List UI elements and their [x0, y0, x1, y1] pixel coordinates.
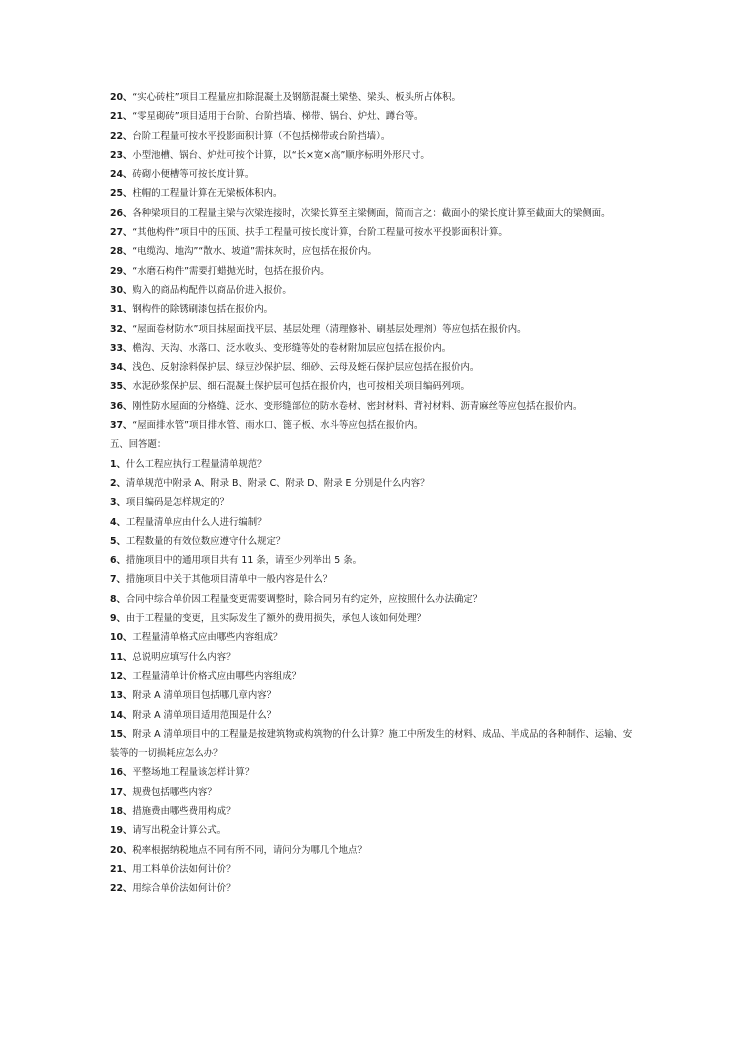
section-heading-answer-questions: 五、回答题： [110, 439, 167, 451]
question-item-number: 18、 [110, 805, 133, 817]
question-item-number: 17、 [110, 786, 133, 798]
statement-item [110, 300, 640, 319]
question-item [110, 532, 640, 551]
statement-item-number: 24、 [110, 169, 133, 181]
statement-item-text: 各种梁项目的工程量主梁与次梁连接时，次梁长算至主梁侧面，简而言之：截面小的梁长度计算至截面大的梁侧面。 [132, 207, 611, 219]
question-item-number: 19、 [110, 825, 133, 837]
statement-item [110, 358, 640, 377]
question-item-text: 请写出税金计算公式。 [132, 825, 227, 837]
question-item-number: 20、 [110, 844, 133, 856]
question-item-number: 4、 [110, 516, 126, 528]
statement-item-number: 23、 [110, 149, 133, 161]
question-item-text: 用工料单价法如何计价？ [132, 863, 236, 875]
question-item-number: 2、 [110, 477, 126, 489]
statement-item-text: 柱帽的工程量计算在无梁板体积内。 [132, 188, 283, 200]
statement-item [110, 127, 640, 146]
statement-item-number: 25、 [110, 188, 133, 200]
statement-item-number: 35、 [110, 381, 133, 393]
statement-item-number: 21、 [110, 111, 133, 123]
question-item [110, 783, 640, 802]
question-item-number: 13、 [110, 690, 133, 702]
question-item-text: 措施费由哪些费用构成？ [132, 805, 236, 817]
question-item-text: 工程量清单格式应由哪些内容组成？ [132, 632, 283, 644]
question-item-text: 总说明应填写什么内容？ [132, 651, 236, 663]
question-item [110, 628, 640, 647]
question-item-text: 工程数量的有效位数应遵守什么规定？ [125, 535, 286, 547]
statement-item-number: 22、 [110, 130, 133, 142]
statement-item-number: 37、 [110, 420, 133, 432]
statement-item [110, 281, 640, 300]
question-item-number: 21、 [110, 863, 133, 875]
statement-item-text: 刚性防水屋面的分格缝、泛水、变形缝部位的防水卷材、密封材料、背衬材料、沥青麻丝等应包括在报价内。 [132, 400, 583, 412]
question-item [110, 841, 640, 860]
question-item [110, 455, 640, 474]
statement-item-number: 32、 [110, 323, 133, 335]
question-item-number: 5、 [110, 535, 126, 547]
statement-item [110, 165, 640, 184]
question-item-text: 平整场地工程量该怎样计算？ [132, 767, 255, 779]
statement-item-text: “屋面卷材防水”项目抹屋面找平层、基层处理（清理修补、刷基层处理剂）等应包括在报价内。 [132, 323, 527, 335]
statement-item-text: “水磨石构件”需要打蜡抛光时，包括在报价内。 [132, 265, 330, 277]
statement-item-number: 34、 [110, 362, 133, 374]
statement-item-number: 29、 [110, 265, 133, 277]
question-item-text: 什么工程应执行工程量清单规范？ [125, 458, 267, 470]
statement-item-number: 28、 [110, 246, 133, 258]
question-item-number: 15、 [110, 728, 133, 740]
statement-item-text: “其他构件”项目中的压顶、扶手工程量可按长度计算，台阶工程量可按水平投影面积计算。 [132, 227, 508, 239]
statement-item-number: 31、 [110, 304, 133, 316]
statement-item-number: 30、 [110, 284, 133, 296]
question-item [110, 493, 640, 512]
question-item-text: 由于工程量的变更，且实际发生了额外的费用损失，承包人该如何处理？ [125, 613, 426, 625]
statement-item [110, 204, 640, 223]
statement-item-number: 36、 [110, 400, 133, 412]
question-item [110, 570, 640, 589]
question-item [110, 648, 640, 667]
statement-item [110, 262, 640, 281]
statement-item-text: 钢构件的除锈刷漆包括在报价内。 [132, 304, 274, 316]
question-item [110, 474, 640, 493]
question-item [110, 706, 640, 725]
statement-item-text: 砖砌小便槽等可按长度计算。 [132, 169, 255, 181]
statement-item-text: 台阶工程量可按水平投影面积计算（不包括梯带或台阶挡墙）。 [132, 130, 391, 142]
question-item-number: 11、 [110, 651, 133, 663]
statement-item [110, 320, 640, 339]
question-item-number: 8、 [110, 593, 126, 605]
question-item-text: 合同中综合单价因工程量变更需要调整时，除合同另有约定外，应按照什么办法确定？ [125, 593, 483, 605]
statement-item [110, 146, 640, 165]
statement-item [110, 242, 640, 261]
question-item [110, 609, 640, 628]
statement-item [110, 397, 640, 416]
statement-item [110, 107, 640, 126]
question-item-text: 税率根据纳税地点不同有所不同，请问分为哪几个地点？ [132, 844, 367, 856]
question-item-number: 6、 [110, 555, 126, 567]
question-item-number: 7、 [110, 574, 126, 586]
statement-item-number: 33、 [110, 342, 133, 354]
statement-item-number: 26、 [110, 207, 133, 219]
question-item-text: 附录 A 清单项目适用范围是什么？ [132, 709, 277, 721]
question-item-text: 用综合单价法如何计价？ [132, 883, 236, 895]
question-item [110, 686, 640, 705]
statement-item-text: “零星砌砖”项目适用于台阶、台阶挡墙、梯带、锅台、炉灶、蹲台等。 [132, 111, 424, 123]
question-item-text: 规费包括哪些内容？ [132, 786, 217, 798]
statement-item-text: 购入的商品构配件以商品价进入报价。 [132, 284, 292, 296]
question-item [110, 860, 640, 879]
statement-item-text: 水泥砂浆保护层、细石混凝土保护层可包括在报价内，也可按相关项目编码列项。 [132, 381, 470, 393]
question-item-number: 10、 [110, 632, 133, 644]
statement-item-text: “屋面排水管”项目排水管、雨水口、篦子板、水斗等应包括在报价内。 [132, 420, 424, 432]
question-list [110, 455, 640, 899]
question-item-text: 项目编码是怎样规定的？ [125, 497, 230, 509]
statement-item-text: 檐沟、天沟、水落口、泛水收头、变形缝等处的卷材附加层应包括在报价内。 [132, 342, 452, 354]
question-item-text: 清单规范中附录 A、附录 B、附录 C、附录 D、附录 E 分别是什么内容？ [125, 477, 430, 489]
question-item-number: 16、 [110, 767, 133, 779]
question-item [110, 551, 640, 570]
question-item [110, 667, 640, 686]
question-item-number: 9、 [110, 613, 126, 625]
statement-item [110, 223, 640, 242]
question-item-number: 3、 [110, 497, 126, 509]
question-item [110, 725, 640, 764]
question-item-number: 14、 [110, 709, 133, 721]
statement-list [110, 88, 640, 435]
statement-item [110, 416, 640, 435]
statement-item-text: 浅色、反射涂料保护层、绿豆沙保护层、细砂、云母及蛭石保护层应包括在报价内。 [132, 362, 480, 374]
question-item-text: 工程量清单计价格式应由哪些内容组成？ [132, 670, 302, 682]
question-item-number: 22、 [110, 883, 133, 895]
question-item-text: 工程量清单应由什么人进行编制？ [125, 516, 267, 528]
statement-item [110, 88, 640, 107]
statement-item-number: 27、 [110, 227, 133, 239]
question-item-text: 附录 A 清单项目中的工程量是按建筑物或构筑物的什么计算？施工中所发生的材料、成品、半成品的各种制作、运输、安装等的一切损耗应怎么办？ [110, 728, 633, 760]
document-body [110, 88, 640, 898]
question-item-number: 12、 [110, 670, 133, 682]
statement-item [110, 184, 640, 203]
question-item [110, 821, 640, 840]
question-item [110, 879, 640, 898]
statement-item-text: “电缆沟、地沟”“散水、坡道”需抹灰时，应包括在报价内。 [132, 246, 377, 258]
statement-item-text: “实心砖柱”项目工程量应扣除混凝土及钢筋混凝土梁垫、梁头、板头所占体积。 [132, 92, 461, 103]
statement-item [110, 377, 640, 396]
question-item-number: 1、 [110, 458, 126, 470]
question-item-text: 附录 A 清单项目包括哪几章内容？ [132, 690, 277, 702]
question-item [110, 763, 640, 782]
statement-item-text: 小型池槽、锅台、炉灶可按个计算，以“长×宽×高”顺序标明外形尺寸。 [132, 149, 430, 161]
question-item-text: 措施项目中关于其他项目清单中一般内容是什么？ [125, 574, 333, 586]
question-item [110, 513, 640, 532]
statement-item-number: 20、 [110, 92, 133, 103]
question-item [110, 802, 640, 821]
question-item [110, 590, 640, 609]
statement-item [110, 339, 640, 358]
question-item-text: 措施项目中的通用项目共有 11 条，请至少列举出 5 条。 [125, 555, 362, 567]
